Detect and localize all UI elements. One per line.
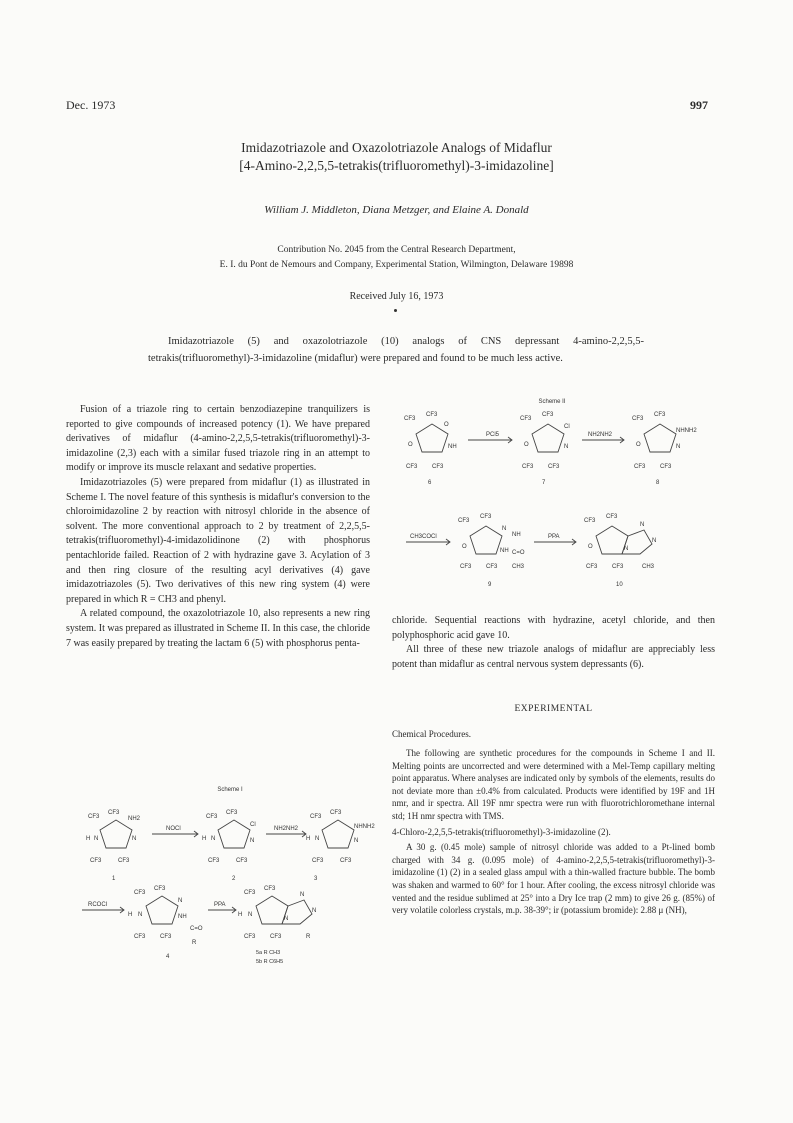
group-n: N bbox=[132, 836, 137, 842]
group-cf3: CF3 bbox=[520, 416, 532, 422]
group-nh: NH bbox=[512, 532, 521, 538]
compound-6-structure bbox=[404, 412, 457, 486]
paper-title bbox=[0, 139, 793, 175]
group-cf3: CF3 bbox=[460, 564, 472, 570]
group-n: N bbox=[250, 838, 255, 844]
group-n: N bbox=[248, 912, 253, 918]
group-cf3: CF3 bbox=[584, 518, 596, 524]
group-cf3: CF3 bbox=[312, 858, 324, 864]
group-cf3: CF3 bbox=[480, 514, 492, 520]
group-o: O bbox=[524, 442, 529, 448]
group-cl: Cl bbox=[564, 424, 570, 430]
group-cf3: CF3 bbox=[458, 518, 470, 524]
group-h: H bbox=[306, 836, 311, 842]
group-cf3: CF3 bbox=[404, 416, 416, 422]
group-cf3: CF3 bbox=[654, 412, 666, 418]
group-o: O bbox=[636, 442, 641, 448]
group-cf3: CF3 bbox=[118, 858, 130, 864]
group-n: N bbox=[564, 444, 569, 450]
compound-label: 5a R CH3 bbox=[256, 950, 281, 956]
compound-3-structure bbox=[306, 810, 375, 882]
body-paragraph: Fusion of a triazole ring to certain benzodiazepine tranquilizers is reported to give compounds of increased potency (1). We have prepared derivatives of midaflur (4-amino-2,2,5,5-tetrakis(trifluoromethyl)-3-imidazoline (2,3) each with a similar fused triazole ring in an attempt to modify or improve its muscle relaxant and sedative properties. bbox=[66, 404, 370, 474]
compound-label: 7 bbox=[542, 480, 546, 486]
scheme-2-figure bbox=[392, 396, 716, 592]
group-cf3: CF3 bbox=[660, 464, 672, 470]
center-dot bbox=[394, 309, 397, 312]
compound-label: 8 bbox=[656, 480, 660, 486]
group-nh: NH bbox=[448, 444, 457, 450]
compound-9-structure bbox=[458, 514, 525, 588]
group-n: N bbox=[676, 444, 681, 450]
group-nh: NH bbox=[500, 548, 509, 554]
group-nhnh2: NHNH2 bbox=[354, 824, 375, 830]
group-cf3: CF3 bbox=[548, 464, 560, 470]
compound-label: 9 bbox=[488, 582, 492, 588]
compound-label: 2 bbox=[232, 876, 236, 882]
group-carbonyl: C=O bbox=[512, 550, 525, 556]
body-left-column bbox=[66, 403, 370, 651]
abstract bbox=[148, 333, 644, 367]
page-number: 997 bbox=[690, 98, 708, 112]
experimental-text bbox=[392, 747, 715, 917]
authors: William J. Middleton, Diana Metzger, and Elaine A. Donald bbox=[264, 204, 529, 216]
reagent: PCl5 bbox=[486, 432, 500, 438]
body-paragraph: All three of these new triazole analogs of midaflur are appreciably less potent than midaflur as central nervous system depressants (6). bbox=[392, 644, 715, 670]
group-cf3: CF3 bbox=[426, 412, 438, 418]
compound-7-structure bbox=[520, 412, 570, 486]
title-line-1: Imidazotriazole and Oxazolotriazole Analogs of Midaflur bbox=[241, 140, 552, 155]
group-cf3: CF3 bbox=[134, 934, 146, 940]
group-h: H bbox=[128, 912, 133, 918]
group-cf3: CF3 bbox=[330, 810, 342, 816]
group-cf3: CF3 bbox=[612, 564, 624, 570]
reagent: PPA bbox=[214, 902, 226, 908]
reagent: CH3COCl bbox=[410, 534, 437, 540]
compound-2-heading: 4-Chloro-2,2,5,5-tetrakis(trifluoromethyl)-3-imidazoline (2). bbox=[392, 826, 611, 837]
compound-1-structure bbox=[86, 810, 141, 882]
scheme-1-figure bbox=[60, 782, 390, 972]
received-date: Received July 16, 1973 bbox=[349, 291, 444, 302]
compound-label: 10 bbox=[616, 582, 623, 588]
group-n: N bbox=[94, 836, 99, 842]
group-cf3: CF3 bbox=[264, 886, 276, 892]
group-n: N bbox=[624, 546, 629, 552]
group-n: N bbox=[502, 526, 507, 532]
group-cf3: CF3 bbox=[310, 814, 322, 820]
group-cf3: CF3 bbox=[154, 886, 166, 892]
group-carbonyl: C=O bbox=[190, 926, 203, 932]
compound-4-structure bbox=[128, 886, 203, 960]
experimental-paragraph: A 30 g. (0.45 mole) sample of nitrosyl chloride was added to a Pt-lined bomb charged with 34 g. (0.095 mole) of 4-amino-2,2,5,5-tetrakis(trifluoromethyl)-3-imidazoline (1) (2) in a sealed glass ampul with a thin-walled fracture bubble. The bomb was shaken and warmed to 60° for 1 hour. After cooling, the excess nitrosyl chloride was vented and the residue sublimed at 25° into a Dry Ice trap (2 mm) to give 26 g. (85%) of very volatile colorless crystals, m.p. 38-39°; ir (potassium bromide): 2.88 μ (NH), bbox=[392, 842, 715, 916]
group-cf3: CF3 bbox=[606, 514, 618, 520]
experimental-subheading: Chemical Procedures. bbox=[392, 729, 471, 739]
group-o: O bbox=[408, 442, 413, 448]
experimental-heading: EXPERIMENTAL bbox=[514, 704, 593, 714]
experimental-paragraph: The following are synthetic procedures for the compounds in Scheme I and II. Melting points are uncorrected and were determined with a Mel-Temp capillary melting point apparatus. Where analyses are indicated only by symbols of the elements, results do not deviate more than ±0.4% from calculated. Products were identified by 19F and 1H nmr, and ir spectra. All 19F nmr spectra were run with fluorotrichloromethane internal std; 1H nmr spectra with TMS. bbox=[392, 748, 715, 821]
group-cf3: CF3 bbox=[206, 814, 218, 820]
group-h: H bbox=[202, 836, 207, 842]
group-cf3: CF3 bbox=[340, 858, 352, 864]
group-n: N bbox=[211, 836, 216, 842]
group-o: O bbox=[588, 544, 593, 550]
group-nh: NH bbox=[178, 914, 187, 920]
group-nhnh2: NHNH2 bbox=[676, 428, 697, 434]
group-o: O bbox=[462, 544, 467, 550]
group-r: R bbox=[306, 934, 311, 940]
group-cf3: CF3 bbox=[90, 858, 102, 864]
group-n: N bbox=[315, 836, 320, 842]
group-cf3: CF3 bbox=[486, 564, 498, 570]
group-cf3: CF3 bbox=[208, 858, 220, 864]
group-cf3: CF3 bbox=[542, 412, 554, 418]
body-paragraph: chloride. Sequential reactions with hydrazine, acetyl chloride, and then polyphosphoric acid gave 10. bbox=[392, 615, 715, 641]
compound-label: 3 bbox=[314, 876, 318, 882]
reagent: PPA bbox=[548, 534, 560, 540]
group-h: H bbox=[86, 836, 91, 842]
group-cf3: CF3 bbox=[244, 890, 256, 896]
group-cf3: CF3 bbox=[406, 464, 418, 470]
group-cf3: CF3 bbox=[632, 416, 644, 422]
group-cf3: CF3 bbox=[634, 464, 646, 470]
compound-10-structure bbox=[584, 514, 656, 588]
body-paragraph: A related compound, the oxazolotriazole 10, also represents a new ring system. It was prepared as illustrated in Scheme II. In this case, the chloride 7 was easily prepared by treating the lactam 6 (5) with phosphorus penta- bbox=[66, 608, 370, 649]
group-cf3: CF3 bbox=[160, 934, 172, 940]
scheme-1-title: Scheme I bbox=[217, 787, 243, 793]
group-n: N bbox=[178, 898, 183, 904]
group-ch3: CH3 bbox=[642, 564, 655, 570]
affiliation-line-1: Contribution No. 2045 from the Central Research Department, bbox=[277, 245, 516, 255]
compound-label: 5b R C6H5 bbox=[256, 959, 284, 965]
compound-8-structure bbox=[632, 412, 697, 486]
group-cf3: CF3 bbox=[432, 464, 444, 470]
group-cf3: CF3 bbox=[226, 810, 238, 816]
group-n: N bbox=[312, 908, 317, 914]
group-cf3: CF3 bbox=[108, 810, 120, 816]
group-n: N bbox=[354, 838, 359, 844]
affiliation-line-2: E. I. du Pont de Nemours and Company, Experimental Station, Wilmington, Delaware 19898 bbox=[219, 260, 574, 270]
group-cf3: CF3 bbox=[88, 814, 100, 820]
group-ch3: CH3 bbox=[512, 564, 525, 570]
group-cf3: CF3 bbox=[236, 858, 248, 864]
body-paragraph: Imidazotriazoles (5) were prepared from midaflur (1) as illustrated in Scheme I. The novel feature of this synthesis is midaflur's conversion to the chloroimidazoline 2 by reaction with nitrosyl chloride in the absence of solvent. The more conventional approach to 2 by treatment of 2,2,5,5-tetrakis(trifluoromethyl)-4-imidazolidinone (2) with phosphorus pentachloride failed. Reaction of 2 with hydrazine gave 3. Acylation of 3 and then ring closure of the resulting acyl derivatives (4) gave imidazotriazoles (5). Two derivatives of this new ring system (4) were prepared in which R = CH3 and phenyl. bbox=[66, 476, 370, 605]
reagent: NOCl bbox=[166, 826, 181, 832]
group-n: N bbox=[138, 912, 143, 918]
group-o: O bbox=[444, 422, 449, 428]
group-cf3: CF3 bbox=[270, 934, 282, 940]
journal-date: Dec. 1973 bbox=[66, 98, 116, 112]
group-cf3: CF3 bbox=[134, 890, 146, 896]
compound-label: 1 bbox=[112, 876, 116, 882]
group-n: N bbox=[652, 538, 657, 544]
group-r: R bbox=[192, 940, 197, 946]
body-right-column bbox=[392, 614, 715, 672]
group-n: N bbox=[640, 522, 645, 528]
affiliation bbox=[0, 243, 793, 273]
title-line-2: [4-Amino-2,2,5,5-tetrakis(trifluoromethyl)-3-imidazoline] bbox=[239, 158, 554, 173]
reagent: NH2NH2 bbox=[588, 432, 613, 438]
reagent: NH2NH2 bbox=[274, 826, 299, 832]
group-n: N bbox=[300, 892, 305, 898]
group-cf3: CF3 bbox=[586, 564, 598, 570]
group-cl: Cl bbox=[250, 822, 256, 828]
compound-label: 6 bbox=[428, 480, 432, 486]
abstract-text: Imidazotriazole (5) and oxazolotriazole (10) analogs of CNS depressant 4-amino-2,2,5,5-tetrakis(trifluoromethyl)-3-imidazoline (midaflur) were prepared and found to be much less active. bbox=[148, 336, 644, 364]
group-n: N bbox=[284, 916, 289, 922]
compound-label: 4 bbox=[166, 954, 170, 960]
scheme-2-title: Scheme II bbox=[538, 399, 566, 405]
group-nh2: NH2 bbox=[128, 816, 141, 822]
reagent: RCOCl bbox=[88, 902, 107, 908]
group-cf3: CF3 bbox=[244, 934, 256, 940]
compound-5-structure bbox=[238, 886, 316, 965]
group-cf3: CF3 bbox=[522, 464, 534, 470]
group-h: H bbox=[238, 912, 243, 918]
compound-2-structure bbox=[202, 810, 256, 882]
